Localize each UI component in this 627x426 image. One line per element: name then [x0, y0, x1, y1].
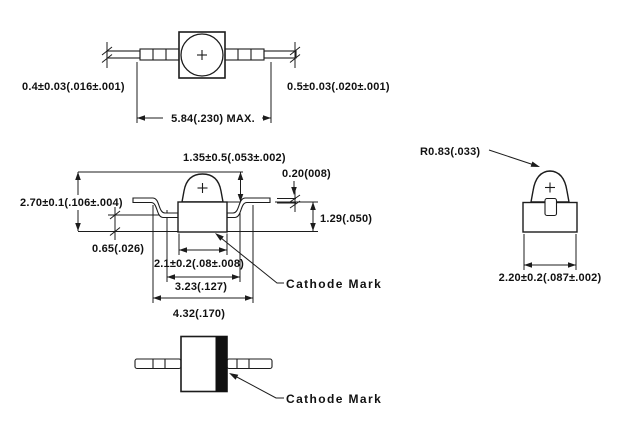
- dim-lens-width: 1.35±0.5(.053±.002): [183, 152, 286, 164]
- arrowhead-icon: [137, 115, 145, 121]
- side-lead-tab: [545, 199, 557, 216]
- arrowhead-icon: [531, 162, 540, 168]
- leader-line: [235, 376, 284, 398]
- front-body: [178, 202, 227, 232]
- cathode-mark-label: Cathode Mark: [286, 392, 383, 406]
- arrowhead-icon: [219, 247, 227, 253]
- dim-lead-bend-span: 3.23(.127): [174, 281, 228, 293]
- cathode-mark-band: [216, 337, 227, 392]
- arrowhead-icon: [568, 262, 576, 268]
- dim-lead-height: 1.29(.050): [320, 213, 373, 225]
- arrowhead-icon: [229, 373, 238, 380]
- front-view: [20, 152, 382, 320]
- arrowhead-icon: [153, 295, 161, 301]
- arrowhead-icon: [263, 115, 271, 121]
- dim-lead-thickness-left: 0.4±0.03(.016±.001): [22, 81, 125, 93]
- dim-body-width: 2.20±0.2(.087±.002): [498, 272, 602, 284]
- dim-standoff: 0.65(.026): [92, 243, 145, 255]
- arrowhead-icon: [238, 172, 244, 180]
- arrowhead-icon: [179, 247, 187, 253]
- dim-lead-thickness-right: 0.5±0.03(.020±.001): [287, 81, 390, 93]
- arrowhead-icon: [291, 187, 297, 195]
- arrowhead-icon: [524, 262, 532, 268]
- cathode-mark-label: Cathode Mark: [286, 277, 383, 291]
- dim-lead-thickness: 0.20(008): [282, 168, 331, 180]
- arrowhead-icon: [75, 172, 81, 180]
- dim-body-base-width: 2.1±0.2(.08±.008): [153, 258, 245, 270]
- top-view: [22, 32, 390, 125]
- dim-overall-height: 2.70±0.1(.106±.004): [20, 197, 123, 209]
- leader-line: [489, 150, 533, 165]
- top-left-lead-wide: [140, 49, 179, 60]
- side-view: [420, 146, 601, 284]
- front-right-lead: [227, 198, 270, 218]
- arrowhead-icon: [310, 202, 316, 210]
- bottom-view: [135, 337, 382, 407]
- bottom-left-lead: [135, 359, 181, 369]
- dim-lead-span: 4.32(.170): [172, 308, 226, 320]
- arrowhead-icon: [245, 295, 253, 301]
- arrowhead-icon: [167, 274, 175, 280]
- arrowhead-icon: [310, 223, 316, 231]
- top-right-lead-wide: [225, 49, 264, 60]
- dim-lens-radius: R0.83(.033): [420, 146, 481, 158]
- arrowhead-icon: [75, 223, 81, 231]
- dim-lead-span-max: 5.84(.230) MAX.: [171, 113, 255, 125]
- arrowhead-icon: [232, 274, 240, 280]
